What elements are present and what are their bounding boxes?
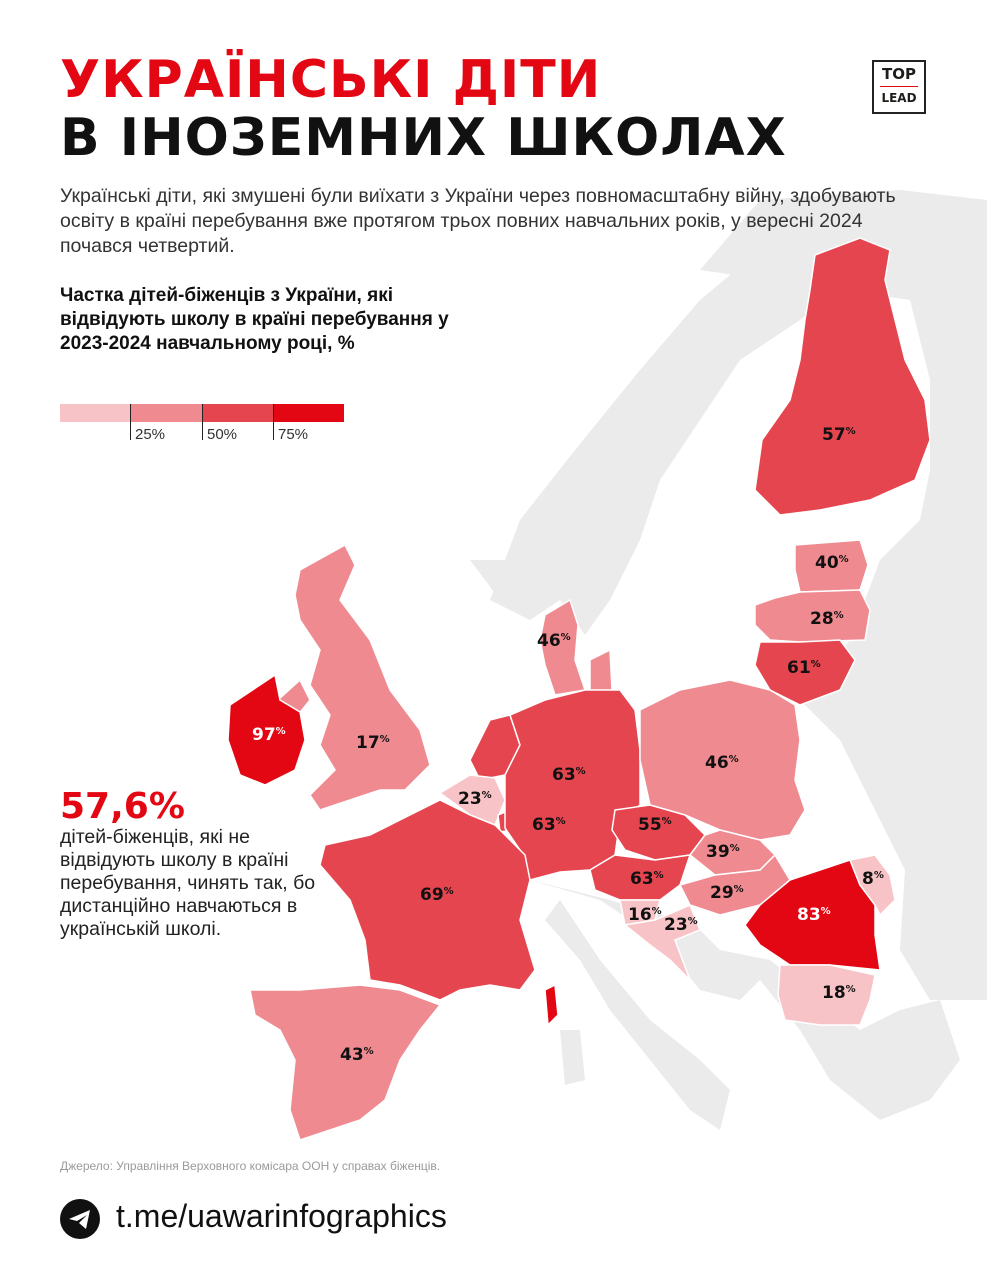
- label-ireland: 97%: [252, 725, 286, 745]
- title-line-2: В ІНОЗЕМНИХ ШКОЛАХ: [60, 108, 787, 168]
- label-belgium: 23%: [458, 789, 492, 809]
- label-uk: 17%: [356, 733, 390, 753]
- percent-sign: %: [873, 870, 884, 881]
- land-south: [530, 880, 960, 1120]
- percent-sign: %: [810, 659, 821, 670]
- label-romania: 83%: [797, 905, 831, 925]
- percent-sign: %: [560, 632, 571, 643]
- percent-sign: %: [363, 1046, 374, 1057]
- percent-sign: %: [728, 754, 739, 765]
- label-france: 69%: [420, 885, 454, 905]
- source-note: Джерело: Управління Верховного комісара ООН у справах біженців.: [60, 1159, 441, 1173]
- label-hungary: 29%: [710, 883, 744, 903]
- country-corsica: [545, 985, 558, 1025]
- label-croatia: 23%: [664, 915, 698, 935]
- map-subtitle: Частка дітей-біженців з України, які відвідують школу в країні перебування у 2023-2024 навчальному році, %: [60, 285, 449, 354]
- percent-sign: %: [653, 870, 664, 881]
- country-uk: [295, 545, 430, 810]
- percent-sign: %: [833, 610, 844, 621]
- legend-label-75: 75%: [278, 426, 309, 443]
- legend-bin-0: [60, 404, 130, 422]
- percent-sign: %: [845, 984, 856, 995]
- percent-sign: %: [820, 906, 831, 917]
- percent-sign: %: [838, 554, 849, 565]
- label-estonia: 40%: [815, 553, 849, 573]
- percent-sign: %: [687, 916, 698, 927]
- label-moldova: 8%: [862, 869, 884, 889]
- label-latvia: 28%: [810, 609, 844, 629]
- label-czechia: 55%: [638, 815, 672, 835]
- label-slovenia: 16%: [628, 905, 662, 925]
- label-bulgaria: 18%: [822, 983, 856, 1003]
- logo-bottom-text: LEAD: [881, 91, 917, 105]
- country-denmark-islands: [590, 650, 612, 692]
- legend-bin-1: [130, 404, 202, 422]
- percent-sign: %: [575, 766, 586, 777]
- telegram-glyph: [60, 1199, 100, 1239]
- top-lead-logo: [872, 60, 926, 114]
- percent-sign: %: [733, 884, 744, 895]
- country-germany: [505, 690, 640, 880]
- label-lithuania: 61%: [787, 658, 821, 678]
- percent-sign: %: [275, 726, 286, 737]
- telegram-icon[interactable]: [60, 1199, 100, 1239]
- legend-tick-50: [202, 404, 203, 440]
- label-finland: 57%: [822, 425, 856, 445]
- percent-sign: %: [379, 734, 390, 745]
- percent-sign: %: [555, 816, 566, 827]
- label-spain: 43%: [340, 1045, 374, 1065]
- stat-value: 57,6%: [60, 786, 185, 827]
- legend-bin-2: [202, 404, 273, 422]
- percent-sign: %: [443, 886, 454, 897]
- legend-tick-75: [273, 404, 274, 440]
- percent-sign: %: [729, 843, 740, 854]
- label-denmark: 46%: [537, 631, 571, 651]
- legend-bin-3: [273, 404, 344, 422]
- legend-tick-25: [130, 404, 131, 440]
- title-line-1: УКРАЇНСЬКІ ДІТИ: [60, 50, 602, 110]
- intro-text: Українські діти, які змушені були виїхати з України через повномасштабну війну, здобувають освіту в країні перебування вже протягом трьох повних навчальних років, у вересні 2024 почався четвертий.: [60, 185, 896, 257]
- logo-top-text: TOP: [882, 65, 916, 83]
- label-germany: 63%: [552, 765, 586, 785]
- legend-label-50: 50%: [207, 426, 238, 443]
- label-slovakia: 39%: [706, 842, 740, 862]
- land-sardinia: [560, 1030, 585, 1085]
- telegram-channel-link[interactable]: t.me/uawarinfographics: [116, 1198, 447, 1234]
- countries: [228, 238, 930, 1140]
- percent-sign: %: [661, 816, 672, 827]
- legend-label-25: 25%: [135, 426, 166, 443]
- label-luxembourg: 63%: [532, 815, 566, 835]
- percent-sign: %: [651, 906, 662, 917]
- label-poland: 46%: [705, 753, 739, 773]
- label-austria: 63%: [630, 869, 664, 889]
- percent-sign: %: [845, 426, 856, 437]
- percent-sign: %: [481, 790, 492, 801]
- stat-text: дітей-біженців, які не відвідують школу в країні перебування, чинять так, бо дистанційно навчаються в українській школі.: [60, 826, 316, 940]
